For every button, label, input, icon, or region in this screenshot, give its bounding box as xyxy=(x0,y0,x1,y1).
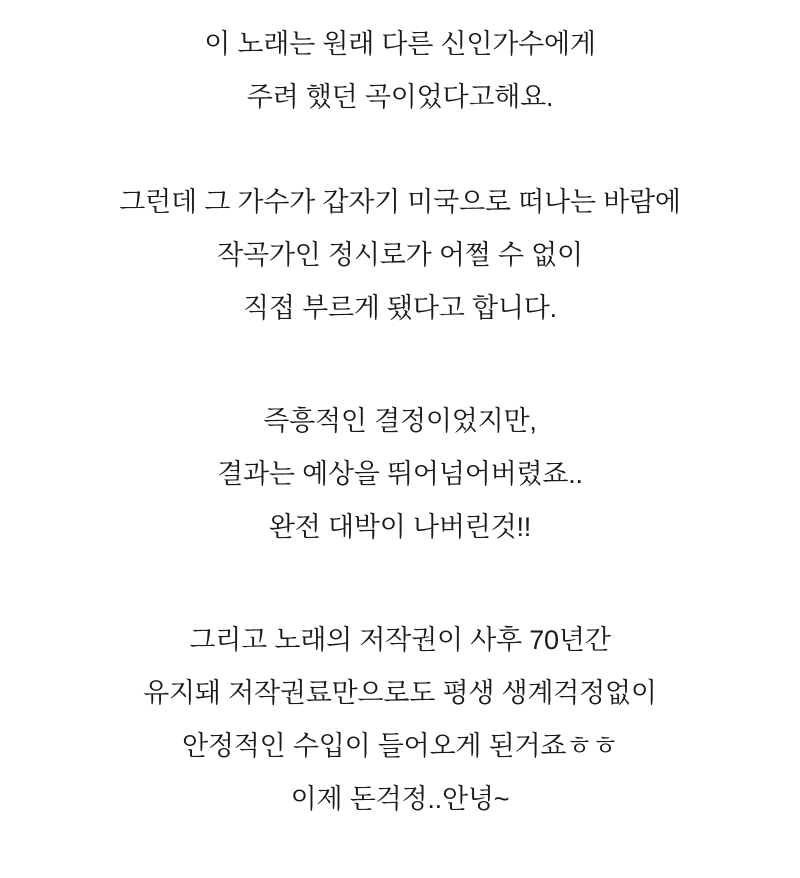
text-line: 직접 부르게 됐다고 합니다. xyxy=(243,293,557,323)
paragraph-2 xyxy=(20,176,780,335)
paragraph-4 xyxy=(20,614,780,826)
text-line: 이제 돈걱정..안녕~ xyxy=(290,784,510,814)
text-line: 작곡가인 정시로가 어쩔 수 없이 xyxy=(217,240,583,270)
text-line: 즉흥적인 결정이었지만, xyxy=(263,406,537,436)
text-line: 결과는 예상을 뛰어넘어버렸죠.. xyxy=(217,459,583,489)
text-line: 주려 했던 곡이었다고해요. xyxy=(246,82,554,112)
text-line: 완전 대박이 나버린것!! xyxy=(268,512,532,542)
text-line: 그리고 노래의 저작권이 사후 70년간 xyxy=(189,625,611,655)
paragraph-3 xyxy=(20,395,780,554)
paragraph-1 xyxy=(20,18,780,124)
text-line: 유지돼 저작권료만으로도 평생 생계걱정없이 xyxy=(143,678,657,708)
text-line: 이 노래는 원래 다른 신인가수에게 xyxy=(204,29,596,59)
text-line: 그런데 그 가수가 갑자기 미국으로 떠나는 바람에 xyxy=(119,187,681,217)
text-line: 안정적인 수입이 들어오게 된거죠ㅎㅎ xyxy=(181,731,619,761)
